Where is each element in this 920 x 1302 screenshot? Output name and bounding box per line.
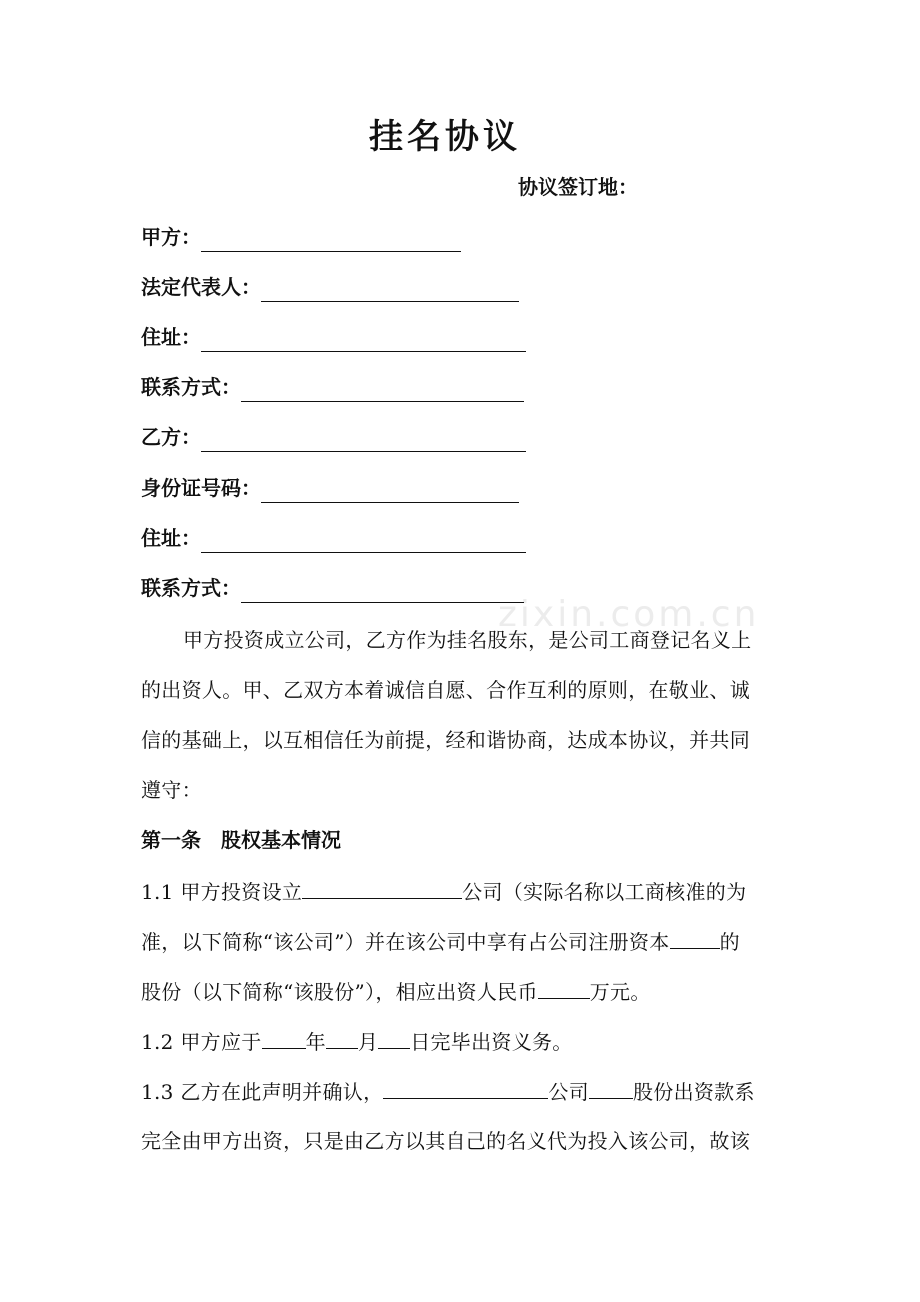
section-heading: 第一条 股权基本情况 [141, 828, 341, 852]
blank-line [241, 377, 524, 402]
clause-text: 的 [719, 930, 740, 954]
sign-place-label: 协议签订地： [518, 175, 638, 199]
clause-text: 准，以下简称“该公司”）并在该公司中享有占公司注册资本 [141, 930, 670, 954]
clause-text: 公司（实际名称以工商核准的为 [462, 880, 747, 904]
clause-text: 1.3 乙方在此声明并确认， [141, 1080, 384, 1104]
id-number-field [141, 473, 519, 503]
field-label: 住址： [141, 325, 201, 349]
field-label: 乙方： [141, 425, 201, 449]
clause-text: 日完毕出资义务。 [410, 1030, 573, 1054]
blank-line [670, 926, 720, 949]
intro-line: 的出资人。甲、乙双方本着诚信自愿、合作互利的原则，在敬业、诚 [141, 678, 750, 702]
blank-line [538, 976, 590, 999]
blank-line [589, 1076, 633, 1099]
clause-text: 公司 [548, 1080, 589, 1104]
clause-text: 1.1 甲方投资设立 [141, 880, 303, 904]
blank-line [241, 578, 524, 603]
blank-line [261, 277, 519, 302]
blank-line [201, 327, 526, 352]
intro-line: 信的基础上，以互相信任为前提，经和谐协商，达成本协议，并共同 [141, 728, 750, 752]
intro-line: 甲方投资成立公司，乙方作为挂名股东，是公司工商登记名义上 [183, 628, 752, 652]
clause-text: 股份（以下简称“该股份”），相应出资人民币 [141, 980, 538, 1004]
blank-line [261, 478, 519, 503]
blank-line [383, 1076, 548, 1099]
document-title: 挂名协议 [369, 117, 521, 157]
blank-line [302, 876, 462, 899]
field-label: 甲方： [141, 225, 201, 249]
clause-text: 万元。 [589, 980, 651, 1004]
blank-line [262, 1026, 306, 1049]
field-label: 住址： [141, 526, 201, 550]
clause-1-1-line2 [141, 926, 740, 957]
watermark: zixin.com.cn [498, 594, 760, 635]
legal-rep-field [141, 272, 519, 302]
blank-line [378, 1026, 410, 1049]
address-b-field [141, 523, 526, 553]
clause-1-3-line1 [141, 1076, 755, 1107]
field-label: 身份证号码： [141, 476, 261, 500]
party-b-field [141, 422, 526, 452]
blank-line [201, 427, 526, 452]
field-label: 法定代表人： [141, 275, 261, 299]
field-label: 联系方式： [141, 375, 241, 399]
contact-b-field [141, 573, 524, 603]
clause-1-1-line3 [141, 976, 651, 1007]
intro-line: 遵守： [141, 778, 202, 802]
clause-1-1-line1 [141, 876, 746, 907]
field-label: 联系方式： [141, 576, 241, 600]
clause-1-2 [141, 1026, 573, 1057]
clause-text: 1.2 甲方应于 [141, 1030, 262, 1054]
address-a-field [141, 322, 526, 352]
blank-line [201, 528, 526, 553]
clause-1-3-line2: 完全由甲方出资，只是由乙方以其自己的名义代为投入该公司，故该 [141, 1129, 750, 1153]
party-a-field [141, 222, 461, 252]
clause-text: 月 [357, 1030, 379, 1054]
blank-line [201, 227, 461, 252]
clause-text: 年 [305, 1030, 326, 1054]
blank-line [326, 1026, 358, 1049]
contact-a-field [141, 372, 524, 402]
clause-text: 股份出资款系 [632, 1080, 755, 1104]
